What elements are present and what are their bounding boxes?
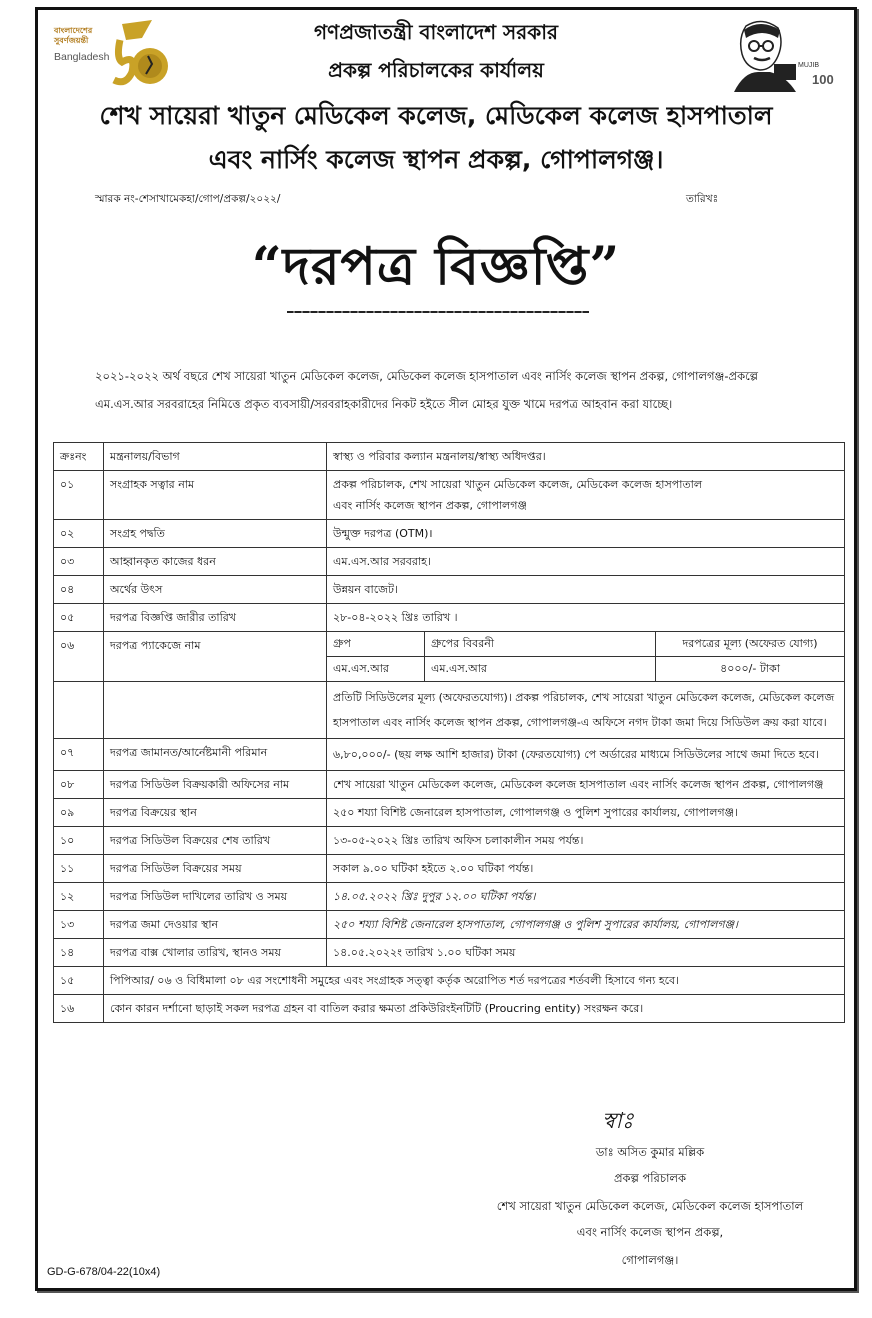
signature-mark: স্বাঃ [602,1109,634,1134]
table-row [54,471,845,520]
row-sl: ০৪ [54,576,104,604]
table-row [54,967,845,995]
row-value-full: পিপিআর/ ০৬ ও বিধিমালা ০৮ এর সংশোধনী সমুহের এবং সংগ্রাহক সত্ত্বা কর্তৃক অরোপিত শর্ত দরপত্রের শর্তবলী হিসাবে গন্য হবে। [104,967,845,995]
label-header: মন্ত্রনালয়/বিভাগ [104,443,327,471]
row-sl: ০২ [54,520,104,548]
row-label: দরপত্র সিডিউল বিক্রয়ের শেষ তারিখ [104,827,327,855]
title-underline [287,311,589,313]
table-row [54,799,845,827]
row-label: দরপত্র জমা দেওয়ার স্থান [104,911,327,939]
logo-english-text: Bangladesh [54,51,110,63]
row-value [327,471,845,520]
table-row-package-note [54,682,845,739]
ad-code: GD-G-678/04-22(10x4) [47,1266,161,1278]
table-header-row [54,443,845,471]
row-label: আহ্বানকৃত কাজের ধরন [104,548,327,576]
logo-bn-line2: সুবর্ণজয়ন্তী [54,36,89,45]
row-label: দরপত্র বিক্রয়ের স্থান [104,799,327,827]
row-label: অর্থের উৎস [104,576,327,604]
table-row [54,995,845,1023]
row-label: সংগ্রহ পদ্বতি [104,520,327,548]
row-sl: ১৪ [54,939,104,967]
row-value: ২৫০ শয্যা বিশিষ্ট জেনারেল হাসপাতাল, গোপালগঞ্জ ও পুলিশ সুপারের কার্যালয়, গোপালগঞ্জ। [327,911,845,939]
package-cell [327,632,845,682]
package-header-group: গ্রুপ [327,632,425,657]
row-value: ১৪.০৫.২০২২ খ্রিঃ দুপুর ১২.০০ ঘটিকা পর্যন্ত। [327,883,845,911]
row-label: দরপত্র সিডিউল দাখিলের তারিখ ও সময় [104,883,327,911]
row-value: সকাল ৯.০০ ঘটিকা হইতে ২.০০ ঘটিকা পর্যন্ত। [327,855,845,883]
row-sl: ১৫ [54,967,104,995]
logo-bn-line1: বাংলাদেশের [54,26,93,35]
row-value-full: কোন কারন দর্শানো ছাড়াই সকল দরপত্র গ্রহন বা বাতিল করার ক্ষমতা প্রকিউরিংইনটিটি (Proucring entity) সংরক্ষন করে। [104,995,845,1023]
table-row [54,855,845,883]
package-header-row [327,632,844,657]
package-price: ৪০০০/- টাকা [656,657,845,682]
row-value: ১৩-০৫-২০২২ খ্রিঃ তারিখ অফিস চলাকালীন সময় পর্যন্ত। [327,827,845,855]
package-row [327,657,844,682]
row-value: শেখ সায়েরা খাতুন মেডিকেল কলেজ, মেডিকেল কলেজ হাসপাতাল এবং নার্সিং কলেজ স্থাপন প্রকল্প, গোপালগঞ্জ [327,771,845,799]
govt-heading: গণপ্রজাতন্ত্রী বাংলাদেশ সরকার [314,20,558,44]
tender-details-table [53,442,845,1023]
row-label: দরপত্র বাক্স খোলার তারিখ, স্থানও সময় [104,939,327,967]
row-sl: ১১ [54,855,104,883]
row-sl: ১৬ [54,995,104,1023]
row-label: দরপত্র প্যাকেজে নাম [104,632,327,682]
row-sl: ০৯ [54,799,104,827]
signatory-org-line1: শেখ সায়েরা খাতুন মেডিকেল কলেজ, মেডিকেল কলেজ হাসপাতাল [496,1199,804,1213]
row-label: দরপত্র সিডিউল বিক্রয়ের সময় [104,855,327,883]
notice-title: “দরপত্র বিজ্ঞপ্তি” [251,236,621,297]
table-row [54,548,845,576]
logo-100-text: 100 [812,72,834,87]
row-label: সংগ্রাহক সত্বার নাম [104,471,327,520]
table-row-package [54,632,845,682]
row-sl: ০৭ [54,739,104,771]
office-heading: প্রকল্প পরিচালকের কার্যালয় [328,58,544,82]
package-header-price: দরপত্রের মূল্য (অফেরত যোগ্য) [656,632,845,657]
date-label: তারিখঃ [686,193,719,205]
intro-paragraph [95,362,835,418]
row-value: উন্নয়ন বাজেট। [327,576,845,604]
row-sl: ০৩ [54,548,104,576]
package-description: এম.এস.আর [425,657,656,682]
row-sl: ০১ [54,471,104,520]
package-note: প্রতিটি সিডিউলের মূল্য (অফেরতযোগ্য)। প্রকল্প পরিচালক, শেখ সায়েরা খাতুন মেডিকেল কলেজ, মেডিকেল কলেজ হাসপাতাল এবং নার্সিং কলেজ স্থাপন প্রকল্প, গোপালগঞ্জ-এ অফিসে নগদ টাকা জমা দিয়ে সিডিউল ক্রয় করা যাবে। [327,682,845,739]
memo-number: স্মারক নং-শেসাখামেকহা/গোপ/প্রকল্প/২০২২/ [95,193,281,205]
table-row [54,911,845,939]
project-heading-line2: এবং নার্সিং কলেজ স্থাপন প্রকল্প, গোপালগঞ্জ। [208,145,664,174]
sl-header: ক্রঃনং [54,443,104,471]
row-value: ২৫০ শয্যা বিশিষ্ট জেনারেল হাসপাতাল, গোপালগঞ্জ ও পুলিশ সুপারের কার্যালয়, গোপালগঞ্জ। [327,799,845,827]
row-sl: ১৩ [54,911,104,939]
row-label: দরপত্র বিজ্ঞপ্তি জারীর তারিখ [104,604,327,632]
table-row [54,576,845,604]
table-row [54,939,845,967]
table-row [54,883,845,911]
intro-line-1: ২০২১-২০২২ অর্থ বছরে শেখ সায়েরা খাতুন মেডিকেল কলেজ, মেডিকেল কলেজ হাসপাতাল এবং নার্সিং কলেজ স্থাপন প্রকল্প, গোপালগঞ্জ-প্রকল্পে [95,369,758,383]
signatory-designation: প্রকল্প পরিচালক [613,1171,687,1185]
row-value-line2: এবং নার্সিং কলেজ স্থাপন প্রকল্প, গোপালগঞ্জ [333,499,527,512]
row-value: ১৪.০৫.২০২২ং তারিখ ১.০০ ঘটিকা সময় [327,939,845,967]
table-row [54,604,845,632]
package-table [327,632,844,681]
row-sl: ০৫ [54,604,104,632]
row-sl: ১২ [54,883,104,911]
table-row [54,771,845,799]
package-header-description: গ্রুপের বিবরনী [425,632,656,657]
signatory-org-line2: এবং নার্সিং কলেজ স্থাপন প্রকল্প, [576,1225,724,1239]
row-sl: ১০ [54,827,104,855]
row-value: ৬,৮০,০০০/- (ছয় লক্ষ আশি হাজার) টাকা (ফেরতযোগ্য) পে অর্ডারের মাধ্যমে সিডিউলের সাথে জমা দিতে হবে। [327,739,845,771]
package-group: এম.এস.আর [327,657,425,682]
table-row [54,739,845,771]
signatory-org-line3: গোপালগঞ্জ। [621,1253,679,1267]
table-row [54,827,845,855]
logo-mujib-text: MUJIB [798,62,819,69]
row-label-empty [104,682,327,739]
row-value: এম.এস.আর সরবরাহ। [327,548,845,576]
row-sl-empty [54,682,104,739]
signatory-name: ডাঃ অসিত কুমার মল্লিক [595,1145,705,1159]
project-heading-line1: শেখ সায়েরা খাতুন মেডিকেল কলেজ, মেডিকেল কলেজ হাসপাতাল [99,101,773,130]
row-label: দরপত্র জামানত/আর্নেষ্টমানী পরিমান [104,739,327,771]
row-label: দরপত্র সিডিউল বিক্রয়কারী অফিসের নাম [104,771,327,799]
row-value-line1: প্রকল্প পরিচালক, শেখ সায়েরা খাতুন মেডিকেল কলেজ, মেডিকেল কলেজ হাসপাতাল [333,478,703,491]
row-sl: ০৮ [54,771,104,799]
intro-line-2: এম.এস.আর সরবরাহের নিমিত্তে প্রকৃত ব্যবসায়ী/সরবরাহকারীদের নিকট হইতে সীল মোহর যুক্ত খামে দরপত্র আহবান করা যাচ্ছে। [95,397,673,411]
table-row [54,520,845,548]
row-value: উন্মুক্ত দরপত্র (OTM)। [327,520,845,548]
row-value: ২৮-০৪-২০২২ খ্রিঃ তারিখ । [327,604,845,632]
row-sl: ০৬ [54,632,104,682]
ministry-value: স্বাস্থ্য ও পরিবার কল্যান মন্ত্রনালয়/স্বাস্থ্য অধিদপ্তর। [327,443,845,471]
